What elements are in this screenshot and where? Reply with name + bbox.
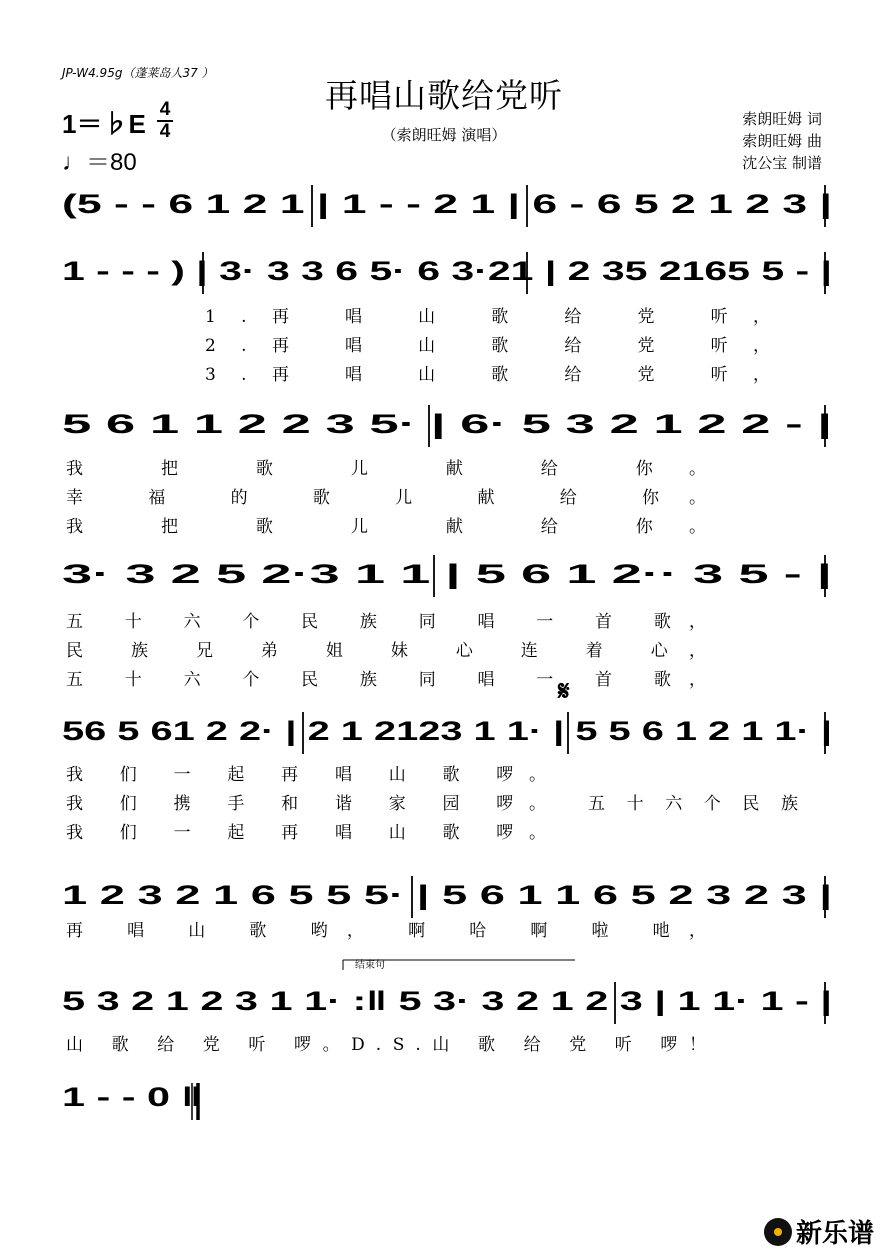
- arranger: 沈公宝 制谱: [742, 154, 822, 172]
- ending-label: 结束句: [355, 960, 385, 971]
- notation-line-8: 1 - - 0 ‖: [62, 1082, 202, 1112]
- logo-text: 新乐谱: [795, 1219, 874, 1249]
- lyric-line: 民 族 兄 弟 姐 妹 心 连 着 心，: [66, 641, 706, 661]
- tempo-marking: ♩＝80: [62, 149, 137, 176]
- key-signature: 1＝♭E: [62, 109, 146, 139]
- lyric-line: 我 们 一 起 再 唱 山 歌 啰。: [66, 823, 546, 843]
- lyric-line: 幸 福 的 歌 儿 献 给 你。: [66, 488, 707, 508]
- record-icon: [764, 1218, 792, 1246]
- performer-subtitle: （索朗旺姆 演唱）: [381, 126, 507, 144]
- time-bottom: 4: [159, 121, 171, 142]
- lyric-line: 再 唱 山 歌 哟， 啊 哈 啊 啦 吔，: [66, 921, 706, 941]
- time-top: 4: [159, 99, 171, 120]
- lyric-line: 2.再 唱 山 歌 给 党 听，: [205, 336, 770, 356]
- lyric-line: 五 十 六 个 民 族 同 唱 一 首 歌，: [66, 670, 706, 690]
- segno-sign: 𝄋: [558, 676, 570, 706]
- site-logo: [764, 1213, 874, 1250]
- composer: 索朗旺姆 曲: [742, 132, 822, 150]
- notation-line-7: 5 3 2 1 2 3 1 1· :‖ 5 3· 3 2 1 2 3 | 1 1· 1 - |: [62, 986, 832, 1016]
- lyric-chorus-start: 五 十 六 个 民 族: [588, 794, 798, 814]
- notation-line-6: 1 2 3 2 1 6 5 5 5· | 5 6 1 1 6 5 2 3 2 3 |: [62, 880, 832, 910]
- lyricist: 索朗旺姆 词: [742, 110, 822, 128]
- lyric-line: 山 歌 给 党 听 啰。D.S.山 歌 给 党 听 啰！: [66, 1035, 706, 1055]
- lyric-line: 我 们 携 手 和 谐 家 园 啰。: [66, 794, 546, 814]
- lyric-line: 我 把 歌 儿 献 给 你。: [66, 459, 707, 479]
- notation-line-2: 1 - - - ) | 3· 3 3 6 5· 6 3·21 | 2 35 2165 5 - |: [62, 256, 832, 286]
- lyric-line: 3.再 唱 山 歌 给 党 听，: [205, 365, 770, 385]
- notation-line-3: 5 6 1 1 2 2 3 5· | 6· 5 3 2 1 2 2 - |: [62, 409, 832, 439]
- lyric-line: 五 十 六 个 民 族 同 唱 一 首 歌，: [66, 612, 706, 632]
- source-note: JP-W4.95g（蓬莱岛人37 ）: [62, 66, 214, 80]
- notation-line-1: (5 - - 6 1 2 1 | 1 - - 2 1 | 6 - 6 5 2 1 2 3 |: [62, 189, 832, 219]
- notation-line-5: 56 5 61 2 2· | 2 1 2123 1 1· | 5 5 6 1 2 1 1· |: [62, 716, 832, 746]
- lyric-line: 我 把 歌 儿 献 给 你。: [66, 517, 707, 537]
- notation-line-4: 3· 3 2 5 2·3 1 1 | 5 6 1 2·· 3 5 - |: [62, 559, 832, 589]
- page-title: 再唱山歌给党听: [325, 76, 563, 115]
- lyric-line: 我 们 一 起 再 唱 山 歌 啰。: [66, 765, 546, 785]
- lyric-line: 1.再 唱 山 歌 给 党 听，: [205, 307, 770, 327]
